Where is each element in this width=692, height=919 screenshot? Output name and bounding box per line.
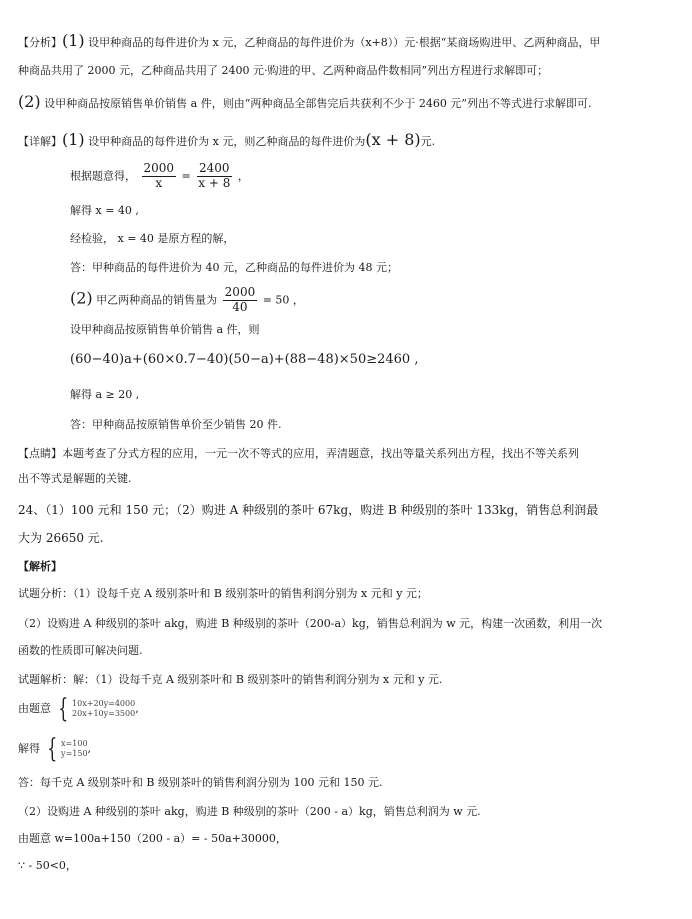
fraction-numerator: 2400 (199, 161, 230, 175)
system-row: 10x+20y=4000 (72, 699, 136, 709)
detail-inequality: (60−40)a+(60×0.7−40)(50−a)+(88−48)×50≥2460 , (70, 352, 419, 367)
fraction-denominator: x + 8 (198, 175, 231, 190)
q24-answer: 答：每千克 A 级别茶叶和 B 级别茶叶的销售利润分别为 100 元和 150 元. (18, 776, 383, 789)
analysis-part2-number: (2) (18, 92, 41, 111)
q24-analysis-2: （2）设购进 A 种级别的茶叶 akg，购进 B 种级别的茶叶（200-a）kg，销售总利润为 w 元，构建一次函数，利用一次 (18, 617, 603, 630)
system-suffix: , (87, 742, 92, 755)
system-prefix: 由题意 (18, 702, 51, 715)
fraction-numerator: 2000 (143, 161, 175, 175)
equation-system (44, 736, 88, 762)
equation-system (55, 696, 136, 722)
system-prefix: 解得 (18, 742, 40, 755)
detail-equation (70, 162, 674, 191)
detail-part2-text: 甲乙两种商品的销售量为 (96, 293, 218, 307)
analysis-tag: 【分析】 (18, 36, 62, 49)
comment-tag: 【点睛】 (18, 447, 62, 460)
fraction-denominator: 40 (232, 299, 248, 314)
q24-analysis-1: 试题分析：（1）设每千克 A 级别茶叶和 B 级别茶叶的销售利润分别为 x 元和 y 元； (18, 587, 428, 600)
detail-part1-expression: (x + 8) (365, 130, 421, 149)
analysis-line-2 (18, 94, 674, 110)
brace-icon: { (57, 694, 68, 724)
q24-solve-intro: 试题解析：解：（1）设每千克 A 级别茶叶和 B 级别茶叶的销售利润分别为 x 元和 y 元. (18, 673, 443, 686)
detail-part1-unit: 元. (420, 135, 436, 148)
q24-system-2 (18, 736, 674, 762)
analysis-part1-number: (1) (62, 31, 85, 50)
sales-result: = 50 ， (262, 293, 304, 307)
detail-part1-text: 设甲种商品的每件进价为 x 元，则乙种商品的每件进价为 (88, 135, 366, 148)
brace-icon: { (46, 734, 57, 764)
comment-text-1: 本题考查了分式方程的应用，一元一次不等式的应用，弄清题意，找出等量关系列出方程，找出不等关系列 (62, 447, 579, 460)
q24-answer-line-2: 大为 26650 元. (18, 531, 104, 545)
analysis-part2-text: 设甲种商品按原销售单价销售 a 件，则由“两种商品全部售完后共获利不少于 2460 元”列出不等式进行求解即可. (44, 97, 592, 110)
detail-answer-1: 答：甲种商品的每件进价为 40 元，乙种商品的每件进价为 48 元； (70, 261, 398, 274)
detail-answer-2: 答：甲种商品按原销售单价至少销售 20 件. (70, 418, 282, 431)
q24-analysis-3: 函数的性质即可解决问题. (18, 644, 143, 657)
detail-solve-2: 解得 a ≥ 20 , (70, 388, 140, 401)
detail-line-1 (18, 132, 674, 148)
analysis-part1-text-2: 种商品共用了 2000 元，乙种商品共用了 2400 元·购进的甲、乙两种商品件数相同”列出方程进行求解即可； (18, 64, 549, 77)
detail-part2-number: (2) (70, 288, 93, 308)
fraction-numerator: 2000 (224, 285, 256, 299)
system-row: 20x+10y=3500 (72, 709, 136, 718)
comment-text-2: 出不等式是解题的关键. (18, 472, 132, 485)
fraction-denominator: x (155, 175, 163, 190)
equals-sign: = (181, 169, 191, 183)
equation-right-fraction (196, 162, 232, 191)
comment-line-1 (18, 448, 674, 459)
sales-fraction (223, 286, 258, 315)
equation-left-fraction (142, 162, 177, 191)
q24-system-1 (18, 696, 674, 722)
q24-answer-line-1: 24、（1）100 元和 150 元；（2）购进 A 种级别的茶叶 67kg，购进 B 种级别的茶叶 133kg，销售总利润最 (18, 503, 599, 517)
q24-part2: （2）设购进 A 种级别的茶叶 akg，购进 B 种级别的茶叶（200 - a）kg，销售总利润为 w 元. (18, 805, 481, 818)
q24-w-equation: 由题意 w=100a+150（200 - a）= - 50a+30000， (18, 832, 287, 845)
system-row: x=100 (61, 739, 88, 749)
detail-tag: 【详解】 (18, 135, 62, 148)
detail-solve-1: 解得 x = 40 , (70, 204, 139, 217)
system-suffix: , (135, 702, 139, 715)
detail-line-part2 (70, 286, 674, 315)
analysis-line-1 (18, 33, 674, 49)
detail-assume: 设甲种商品按原销售单价销售 a 件，则 (70, 323, 260, 336)
detail-part1-number: (1) (62, 130, 85, 149)
analysis-part1-text-1: 设甲种商品的每件进价为 x 元，乙种商品的每件进价为（x+8））元·根据“某商场购进甲、乙两种商品，甲 (88, 36, 601, 49)
q24-solution-tag: 【解析】 (18, 560, 62, 573)
equation-suffix: ， (237, 169, 249, 183)
detail-check: 经检验， x = 40 是原方程的解， (70, 232, 235, 245)
system-row: y=150 (61, 749, 88, 758)
q24-since: ∵ - 50<0， (18, 859, 77, 872)
equation-prefix: 根据题意得， (70, 169, 136, 183)
